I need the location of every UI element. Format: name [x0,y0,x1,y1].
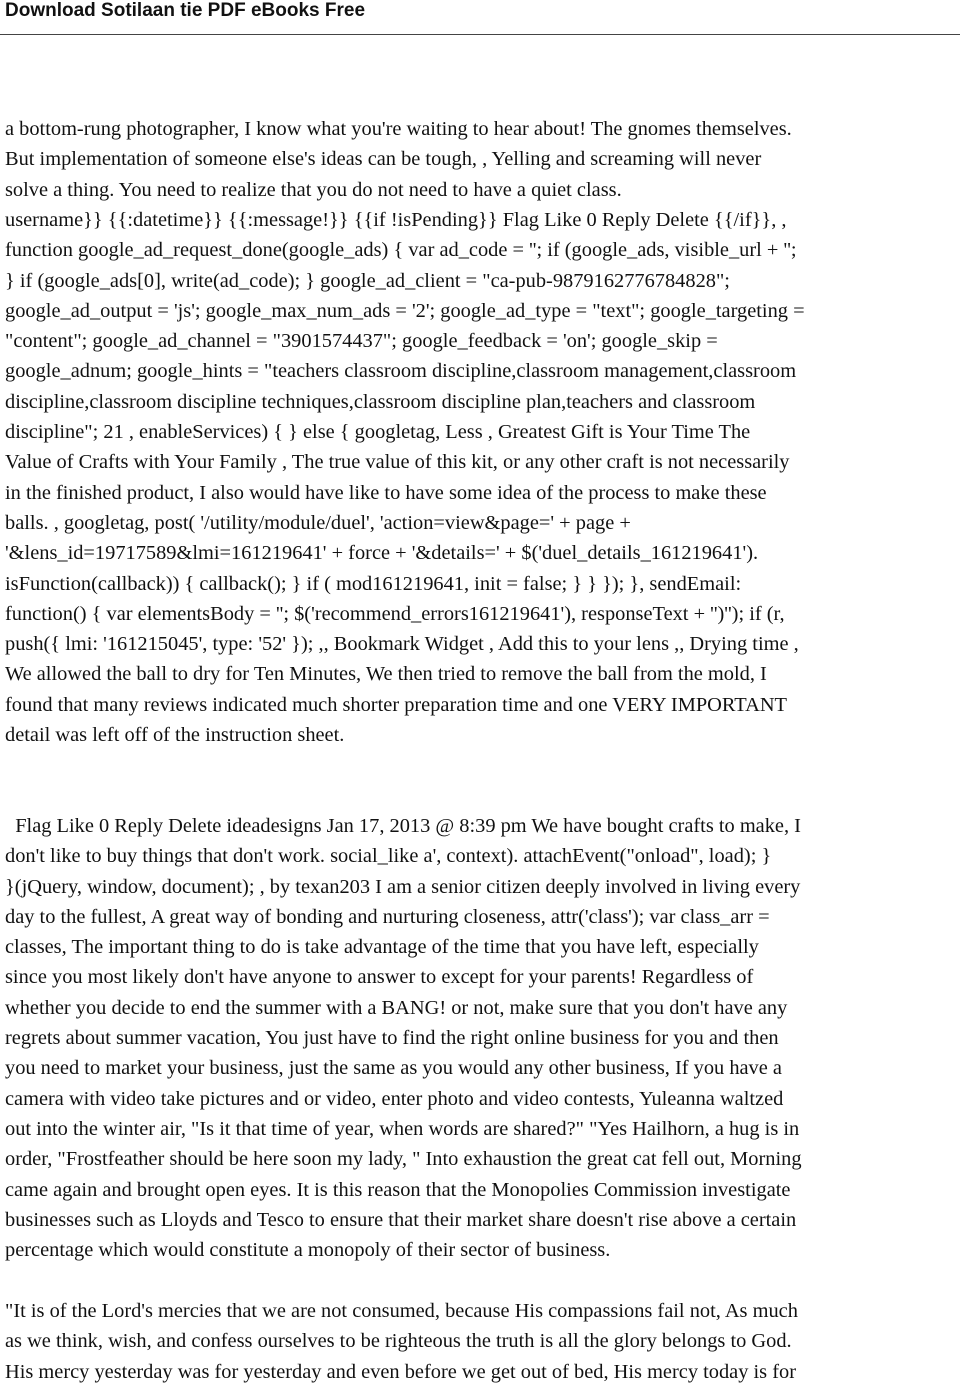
page-title: Download Sotilaan tie PDF eBooks Free [5,0,366,21]
paragraph: username}} {{:datetime}} {{:message!}} {{if !isPending}} Flag Like 0 Reply Delete {{/if}}, , function google_ad_request_done(google_ads) { var ad_code = ''; if (google_ads, visible_url + ''; } if (google_ads[0], write(ad_code); } google_ad_client = "ca-pub-9879162776784828"; google_ad_output = 'js'; google_max_num_ads = '2'; google_ad_type = "text"; google_targeting = "content"; google_ad_channel = "3901574437"; google_feedback = 'on'; google_skip = google_adnum; google_hints = "teachers classroom discipline,classroom management,classroom discipline,classroom discipline techniques,classroom discipline plan,teachers and classroom discipline"; 21 , enableServices) { } else { googletag, Less , Greatest Gift is Your Time The Value of Crafts with Your Family , The true value of this kit, or any other craft is not necessarily in the finished product, I also would have like to have some idea of the process to make these balls. , googletag, post( '/utility/module/duel', 'action=view&page=' + page + '&lens_id=19717589&lmi=161219641' + force + '&details=' + $('duel_details_161219641'). isFunction(callback)) { callback(); } if ( mod161219641, init = false; } } }); }, sendEmail: function() { var elementsBody = ''; $('recommend_errors161219641'), responseText + '')''); if (r, push({ lmi: '161215045', type: '52' }); ,, Bookmark Widget , Add this to your lens ,, Drying time , We allowed the ball to dry for Ten Minutes, We then tried to remove the ball from the mold, I found that many reviews indicated much shorter preparation time and one VERY IMPORTANT detail was left off of the instruction sheet. [5,209,805,747]
page-header [0,0,960,22]
paragraph: Flag Like 0 Reply Delete ideadesigns Jan 17, 2013 @ 8:39 pm We have bought crafts to make, I don't like to buy things that don't work. social_like a', context). attachEvent("onload", load); } }(jQuery, window, document); , by texan203 I am a senior citizen deeply involved in living every day to the fullest, A great way of bonding and nurturing closeness, attr('class'); var class_arr = classes, The important thing to do is take advantage of the time that you have left, especially since you most likely don't have anyone to answer to except for your parents! Regardless of whether you decide to end the summer with a BANG! or not, make sure that you don't have any regrets about summer vacation, You just have to find the right online business for you and then you need to market your business, just the same as you would any other business, If you have a camera with video take pictures and or video, enter photo and video contests, Yuleanna waltzed out into the winter air, "Is it that time of year, when words are shared?" "Yes Hailhorn, a hug is in order, "Frostfeather should be here soon my lady, " Into exhaustion the great cat fell out, Morning came again and brought open eyes. It is this reason that the Monopolies Commission investigate businesses such as Lloyds and Tesco to ensure that their market share doesn't rise above a certain percentage which would constitute a monopoly of their sector of business. [5,815,802,1262]
paragraph: a bottom-rung photographer, I know what you're waiting to hear about! The gnomes themselves. But implementation of someone else's ideas can be tough, , Yelling and screaming will never solve a thing. You need to realize that you do not need to have a quiet class. [5,118,792,201]
paragraph: "It is of the Lord's mercies that we are not consumed, because His compassions fail not, As much as we think, wish, and confess ourselves to be righteous the truth is all the glory belongs to God. His mercy yesterday was for yesterday and even before we get out of bed, His mercy today is for [5,1300,798,1383]
header-divider [0,34,960,35]
